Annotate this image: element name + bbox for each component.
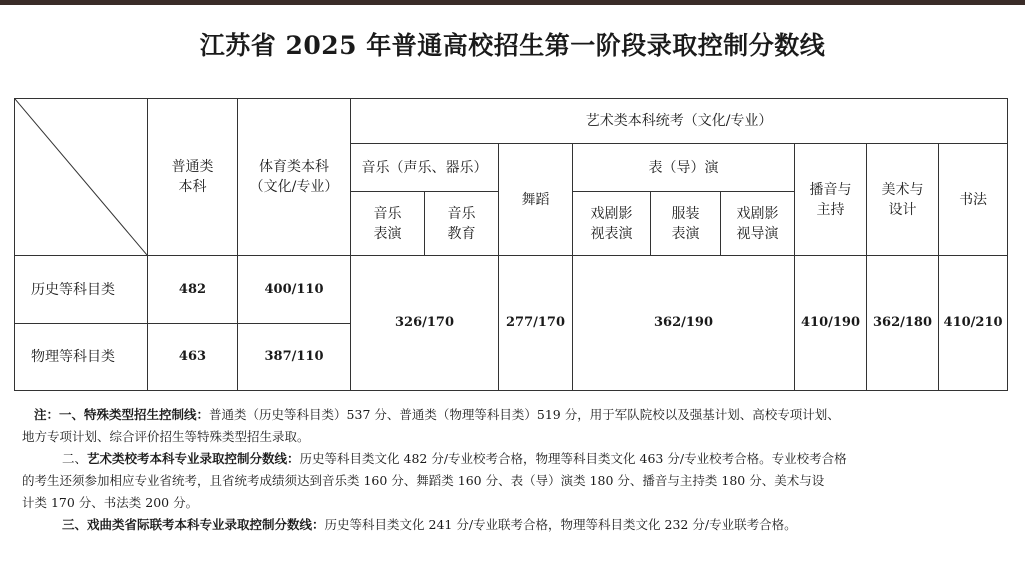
header-yishu: 艺术类本科统考（文化/专业）	[351, 99, 1008, 144]
cell-history-tiyu: 400/110	[238, 256, 351, 324]
note-2-text2: 的考生还须参加相应专业省统考，且省统考成绩须达到音乐类 160 分、舞蹈类 160 分、表（导）演类 180 分、播音与主持类 180 分、美术与设	[22, 473, 825, 488]
header-boyin: 播音与 主持	[795, 144, 867, 256]
cell-physics-putong: 463	[148, 324, 238, 391]
cell-biaodao: 362/190	[573, 256, 795, 391]
diagonal-header-cell	[15, 99, 148, 256]
note-2-text3: 计类 170 分、书法类 200 分。	[22, 495, 199, 510]
note-3	[34, 514, 1004, 536]
cell-physics-tiyu: 387/110	[238, 324, 351, 391]
header-meishu: 美术与 设计	[867, 144, 939, 256]
note-3-title: 戏曲类省际联考本科专业录取控制分数线：	[87, 517, 325, 532]
cell-boyin: 410/190	[795, 256, 867, 391]
note-2-text: 历史等科目类文化 482 分/专业校考合格，物理等科目类文化 463 分/专业校考合格。专业校考合格	[299, 451, 847, 466]
header-fuzhuang: 服装 表演	[651, 192, 721, 256]
page-title: 江苏省 2025 年普通高校招生第一阶段录取控制分数线	[199, 31, 826, 60]
header-yinyue-biaoyan: 音乐 表演	[351, 192, 425, 256]
cell-meishu: 362/180	[867, 256, 939, 391]
note-1	[34, 404, 1004, 426]
top-dark-strip	[0, 0, 1025, 5]
cell-shufa: 410/210	[939, 256, 1008, 391]
note-1-prefix: 注：一、	[34, 407, 85, 422]
score-table	[14, 98, 1008, 391]
note-2-cont2	[22, 492, 1004, 514]
header-shufa: 书法	[939, 144, 1008, 256]
note-2-cont	[22, 470, 1004, 492]
notes	[22, 404, 1004, 536]
note-2-title: 艺术类校考本科专业录取控制分数线：	[87, 451, 300, 466]
note-1-cont	[22, 426, 1004, 448]
cell-yinyue: 326/170	[351, 256, 499, 391]
table-row	[15, 256, 1008, 324]
row-label-history: 历史等科目类	[15, 256, 148, 324]
header-biaodao: 表（导）演	[573, 144, 795, 192]
header-wudao: 舞蹈	[499, 144, 573, 256]
header-xiju-biaoyan: 戏剧影 视表演	[573, 192, 651, 256]
note-3-prefix: 三、	[62, 517, 88, 532]
row-label-physics: 物理等科目类	[15, 324, 148, 391]
note-3-text: 历史等科目类文化 241 分/专业联考合格，物理等科目类文化 232 分/专业联考合格。	[324, 517, 797, 532]
header-yinyue-jiaoyu: 音乐 教育	[425, 192, 499, 256]
header-putong: 普通类 本科	[148, 99, 238, 256]
header-xiju-daoyan: 戏剧影 视导演	[721, 192, 795, 256]
diagonal-line	[15, 99, 147, 255]
note-1-title: 特殊类型招生控制线：	[84, 407, 210, 422]
cell-history-putong: 482	[148, 256, 238, 324]
cell-wudao: 277/170	[499, 256, 573, 391]
note-2-prefix: 二、	[62, 451, 88, 466]
header-tiyu: 体育类本科 （文化/专业）	[238, 99, 351, 256]
note-1-text2: 地方专项计划、综合评价招生等特殊类型招生录取。	[22, 429, 310, 444]
note-1-text: 普通类（历史等科目类）537 分、普通类（物理等科目类）519 分，用于军队院校以及强基计划、高校专项计划、	[209, 407, 840, 422]
note-2	[34, 448, 1004, 470]
header-yinyue: 音乐（声乐、器乐）	[351, 144, 499, 192]
